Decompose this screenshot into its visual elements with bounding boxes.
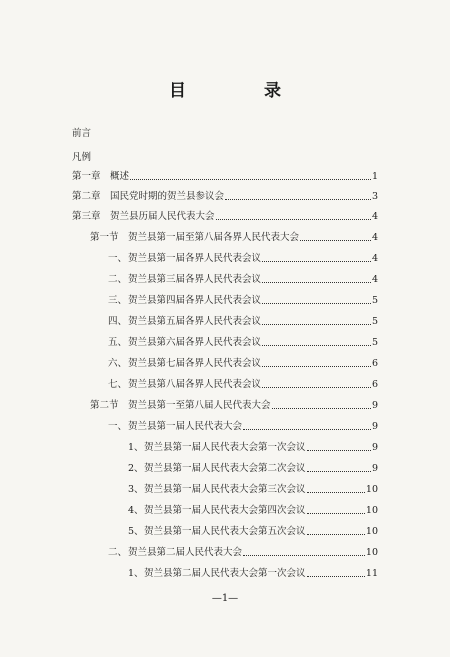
page-ref: 10: [365, 505, 378, 516]
toc-entry[interactable]: 七、贺兰县第八届各界人民代表会议 6: [108, 379, 378, 390]
toc-entry[interactable]: 4、贺兰县第一届人民代表大会第四次会议 10: [128, 505, 378, 516]
dot-leader: [262, 379, 371, 388]
toc-entry[interactable]: 五、贺兰县第六届各界人民代表会议 5: [108, 337, 378, 348]
dot-leader: [307, 526, 365, 535]
preface-heading: 前言: [72, 128, 92, 139]
dot-leader: [307, 442, 371, 451]
page-ref: 10: [365, 547, 378, 558]
toc-entry[interactable]: 三、贺兰县第四届各界人民代表会议 5: [108, 295, 378, 306]
dot-leader: [130, 171, 371, 180]
dot-leader: [262, 253, 371, 262]
toc-entry[interactable]: 一、贺兰县第一届各界人民代表会议 4: [108, 253, 378, 264]
page-ref: 11: [365, 568, 378, 579]
dot-leader: [307, 484, 365, 493]
dot-leader: [243, 547, 365, 556]
toc-entry[interactable]: 第一节 贺兰县第一届至第八届各界人民代表大会 4: [90, 232, 378, 243]
page-ref: 4: [371, 211, 378, 222]
dot-leader: [262, 337, 371, 346]
page-ref: 9: [371, 463, 378, 474]
toc-entry[interactable]: 第一章 概述 1: [72, 171, 378, 182]
page-title: 目 录: [169, 81, 317, 101]
dot-leader: [216, 211, 371, 220]
page-number: —1—: [211, 593, 239, 604]
page-ref: 5: [371, 316, 378, 327]
page-ref: 5: [371, 337, 378, 348]
page-ref: 6: [371, 379, 378, 390]
notes-heading: 凡例: [72, 152, 92, 163]
dot-leader: [262, 358, 371, 367]
toc-entry[interactable]: 一、贺兰县第一届人民代表大会 9: [108, 421, 378, 432]
toc-entry[interactable]: 2、贺兰县第一届人民代表大会第二次会议 9: [128, 463, 378, 474]
dot-leader: [272, 400, 371, 409]
dot-leader: [300, 232, 371, 241]
dot-leader: [307, 568, 365, 577]
page-ref: 5: [371, 295, 378, 306]
page-ref: 6: [371, 358, 378, 369]
page-ref: 4: [371, 274, 378, 285]
dot-leader: [262, 295, 371, 304]
toc-entry[interactable]: 四、贺兰县第五届各界人民代表会议 5: [108, 316, 378, 327]
dot-leader: [262, 274, 371, 283]
dot-leader: [307, 463, 371, 472]
toc-entry[interactable]: 第三章 贺兰县历届人民代表大会 4: [72, 211, 378, 222]
toc-entry[interactable]: 第二节 贺兰县第一至第八届人民代表大会 9: [90, 400, 378, 411]
dot-leader: [307, 505, 365, 514]
toc-entry[interactable]: 二、贺兰县第三届各界人民代表会议 4: [108, 274, 378, 285]
page-ref: 9: [371, 421, 378, 432]
toc-entry[interactable]: 1、贺兰县第一届人民代表大会第一次会议 9: [128, 442, 378, 453]
page-ref: 10: [365, 484, 378, 495]
toc-entry[interactable]: 5、贺兰县第一届人民代表大会第五次会议 10: [128, 526, 378, 537]
page-ref: 1: [371, 171, 378, 182]
toc-entry[interactable]: 第二章 国民党时期的贺兰县参议会 3: [72, 191, 378, 202]
dot-leader: [225, 191, 371, 200]
toc-entry[interactable]: 二、贺兰县第二届人民代表大会 10: [108, 547, 378, 558]
dot-leader: [262, 316, 371, 325]
page-ref: 9: [371, 442, 378, 453]
page-ref: 10: [365, 526, 378, 537]
page-ref: 4: [371, 253, 378, 264]
toc-entry[interactable]: 六、贺兰县第七届各界人民代表会议 6: [108, 358, 378, 369]
toc-entry[interactable]: 3、贺兰县第一届人民代表大会第三次会议 10: [128, 484, 378, 495]
toc-entry[interactable]: 1、贺兰县第二届人民代表大会第一次会议 11: [128, 568, 378, 579]
page-ref: 3: [371, 191, 378, 202]
dot-leader: [243, 421, 371, 430]
page-ref: 4: [371, 232, 378, 243]
page-ref: 9: [371, 400, 378, 411]
